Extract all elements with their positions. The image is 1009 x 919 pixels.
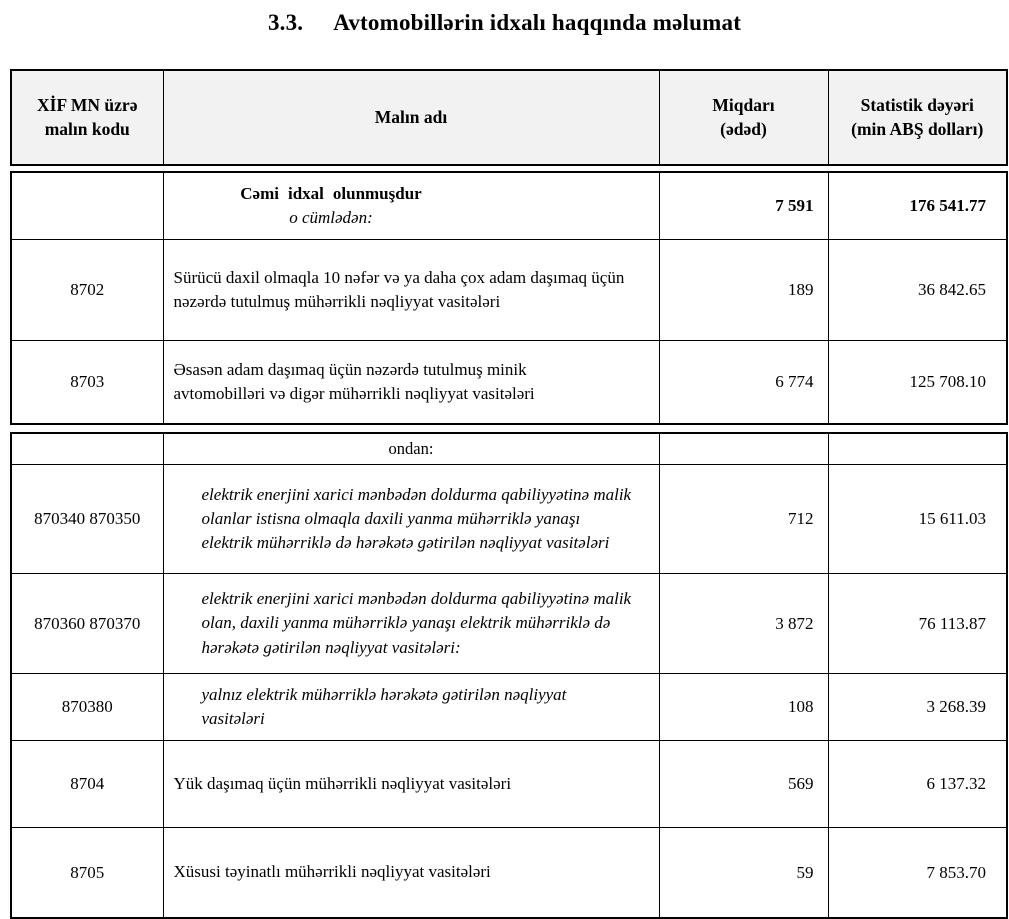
value-cell: 15 611.03 — [828, 465, 1007, 574]
name-cell: Əsasən adam daşımaq üçün nəzərdə tutulmuş minik avtomobilləri və digər mühərrikli nəqliyyat vasitələri — [163, 341, 659, 425]
qty-cell: 189 — [659, 240, 828, 341]
code-cell: 8703 — [11, 341, 163, 425]
name-cell: yalnız elektrik mühərriklə hərəkətə gətirilən nəqliyyat vasitələri — [163, 674, 659, 741]
total-sublabel: o cümlədən: — [289, 208, 373, 227]
header-qty-line1: Miqdarı — [712, 94, 775, 115]
header-value — [828, 70, 1007, 165]
name-cell: Xüsusi təyinatlı mühərrikli nəqliyyat vasitələri — [163, 828, 659, 919]
total-label: Cəmi idxal olunmuşdur — [240, 183, 422, 203]
qty-cell: 6 774 — [659, 341, 828, 425]
value-cell: 125 708.10 — [828, 341, 1007, 425]
header-code-line2: malın kodu — [44, 118, 130, 139]
name-cell: Yük daşımaq üçün mühərrikli nəqliyyat vasitələri — [163, 741, 659, 828]
header-value-line2: (min ABŞ dolları) — [851, 118, 984, 139]
qty-cell: 59 — [659, 828, 828, 919]
value-cell: 7 853.70 — [828, 828, 1007, 919]
value-cell: 3 268.39 — [828, 674, 1007, 741]
header-name: Malın adı — [163, 70, 659, 165]
page-title — [0, 10, 1009, 36]
qty-cell: 7 591 — [659, 172, 828, 240]
table-row-ondan — [11, 433, 1007, 465]
qty-cell: 712 — [659, 465, 828, 574]
value-cell: 176 541.77 — [828, 172, 1007, 240]
table-row-8705 — [11, 828, 1007, 919]
header-qty — [659, 70, 828, 165]
qty-cell: 108 — [659, 674, 828, 741]
name-cell — [163, 172, 659, 240]
qty-cell — [659, 433, 828, 465]
header-row — [11, 70, 1007, 165]
table-row-870340-870350 — [11, 465, 1007, 574]
value-cell: 6 137.32 — [828, 741, 1007, 828]
value-cell: 36 842.65 — [828, 240, 1007, 341]
imports-table — [10, 69, 1006, 919]
table-section-main — [10, 171, 1008, 425]
name-cell: Sürücü daxil olmaqla 10 nəfər və ya daha çox adam daşımaq üçün nəzərdə tutulmuş mühərrikli nəqliyyat vasitələri — [163, 240, 659, 341]
table-row-8704 — [11, 741, 1007, 828]
table-row-8703 — [11, 341, 1007, 425]
table-row-total — [11, 172, 1007, 240]
code-cell: 870360 870370 — [11, 574, 163, 674]
header-code-line1: XİF MN üzrə — [37, 94, 138, 115]
code-cell — [11, 433, 163, 465]
header-code — [11, 70, 163, 165]
name-cell: elektrik enerjini xarici mənbədən doldurma qabiliyyətinə malik olan, daxili yanma mühərriklə yanaşı elektrik mühərriklə də hərəkətə gətirilən nəqliyyat vasitələri: — [163, 574, 659, 674]
code-cell: 8704 — [11, 741, 163, 828]
table-header — [10, 69, 1008, 166]
code-cell: 8702 — [11, 240, 163, 341]
value-cell — [828, 433, 1007, 465]
table-row-870360-870370 — [11, 574, 1007, 674]
table-row-870380 — [11, 674, 1007, 741]
document-page — [0, 10, 1009, 882]
code-cell: 8705 — [11, 828, 163, 919]
qty-cell: 569 — [659, 741, 828, 828]
section-title-text: Avtomobillərin idxalı haqqında məlumat — [333, 10, 742, 35]
header-qty-line2: (ədəd) — [720, 118, 767, 139]
name-cell: elektrik enerjini xarici mənbədən doldurma qabiliyyətinə malik olanlar istisna olmaqla daxili yanma mühərriklə yanaşı elektrik mühərriklə də hərəkətə gətirilən nəqliyyat vasitələri — [163, 465, 659, 574]
qty-cell: 3 872 — [659, 574, 828, 674]
ondan-label: ondan: — [163, 433, 659, 465]
code-cell — [11, 172, 163, 240]
code-cell: 870380 — [11, 674, 163, 741]
table-section-detail — [10, 432, 1008, 919]
code-cell: 870340 870350 — [11, 465, 163, 574]
value-cell: 76 113.87 — [828, 574, 1007, 674]
section-number: 3.3. — [267, 10, 304, 35]
table-row-8702 — [11, 240, 1007, 341]
header-value-line1: Statistik dəyəri — [860, 94, 974, 115]
